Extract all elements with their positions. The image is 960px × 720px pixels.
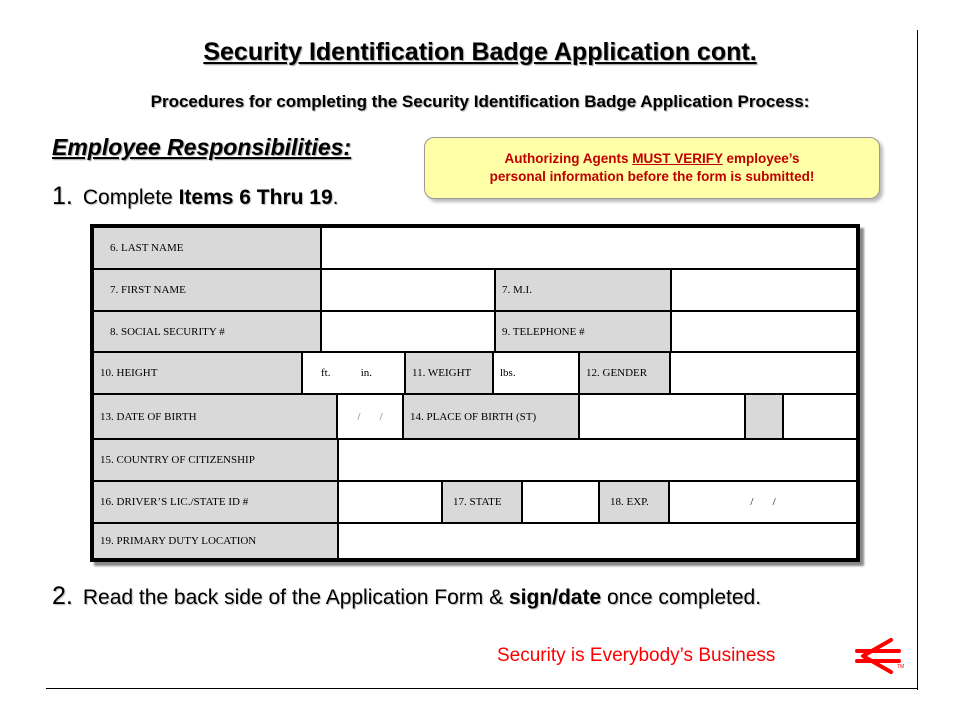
field-telephone[interactable] xyxy=(671,311,857,352)
field-duty-location[interactable] xyxy=(338,523,857,559)
step-1 xyxy=(52,182,338,211)
label-weight: 11. WEIGHT xyxy=(405,352,493,394)
transit-authority-logo-icon xyxy=(855,636,903,681)
callout-line-1 xyxy=(504,150,799,168)
page-title: Security Identification Badge Application cont. xyxy=(203,38,757,66)
field-weight[interactable]: lbs. xyxy=(493,352,579,394)
callout-suffix: employee’s xyxy=(722,151,800,166)
label-mi: 7. M.I. xyxy=(495,269,671,311)
field-height[interactable]: ft. in. xyxy=(302,352,405,394)
footer-slogan: Security is Everybody’s Business xyxy=(497,645,776,666)
label-state: 17. STATE xyxy=(442,481,522,523)
label-first-name: 7. FIRST NAME xyxy=(93,269,321,311)
step-2-text: Read the back side of the Application Form & xyxy=(82,586,509,609)
field-gender[interactable] xyxy=(670,352,857,394)
field-ssn[interactable] xyxy=(321,311,495,352)
label-drivers-license: 16. DRIVER’S LIC./STATE ID # xyxy=(93,481,338,523)
label-duty-location: 19. PRIMARY DUTY LOCATION xyxy=(93,523,338,559)
label-height: 10. HEIGHT xyxy=(93,352,302,394)
field-citizenship[interactable] xyxy=(338,439,857,481)
label-place-of-birth: 14. PLACE OF BIRTH (ST) xyxy=(403,394,579,439)
field-state[interactable] xyxy=(522,481,599,523)
field-drivers-license[interactable] xyxy=(338,481,442,523)
field-mi[interactable] xyxy=(671,269,857,311)
step-1-end: . xyxy=(332,186,339,209)
field-last-name[interactable] xyxy=(321,227,857,269)
verification-callout xyxy=(424,137,880,199)
bottom-divider xyxy=(46,688,918,689)
field-place-of-birth[interactable] xyxy=(579,394,745,439)
svg-text:TM: TM xyxy=(897,664,905,670)
step-1-number: 1. xyxy=(52,182,73,210)
callout-emphasis: MUST VERIFY xyxy=(632,151,723,166)
label-gender: 12. GENDER xyxy=(579,352,670,394)
label-dob: 13. DATE OF BIRTH xyxy=(93,394,337,439)
label-telephone: 9. TELEPHONE # xyxy=(495,311,671,352)
field-exp[interactable]: / / xyxy=(669,481,857,523)
step-2-end: once completed. xyxy=(601,586,762,609)
step-1-bold: Items 6 Thru 19 xyxy=(178,186,333,209)
step-2-number: 2. xyxy=(52,582,73,610)
section-heading: Employee Responsibilities: xyxy=(52,134,352,160)
callout-prefix: Authorizing Agents xyxy=(504,151,633,166)
field-pob-extra[interactable] xyxy=(783,394,857,439)
step-2 xyxy=(52,582,761,611)
field-pob-state[interactable] xyxy=(745,394,783,439)
field-dob[interactable]: / / xyxy=(337,394,403,439)
step-2-bold: sign/date xyxy=(508,586,602,609)
field-first-name[interactable] xyxy=(321,269,495,311)
label-last-name: 6. LAST NAME xyxy=(93,227,321,269)
callout-line-2: personal information before the form is submitted! xyxy=(489,169,815,184)
badge-application-form xyxy=(90,224,860,562)
label-ssn: 8. SOCIAL SECURITY # xyxy=(93,311,321,352)
label-exp: 18. EXP. xyxy=(599,481,669,523)
page-subtitle: Procedures for completing the Security Identification Badge Application Process: xyxy=(150,92,810,111)
right-divider xyxy=(917,30,918,690)
label-citizenship: 15. COUNTRY OF CITIZENSHIP xyxy=(93,439,338,481)
step-1-text: Complete xyxy=(82,186,179,209)
